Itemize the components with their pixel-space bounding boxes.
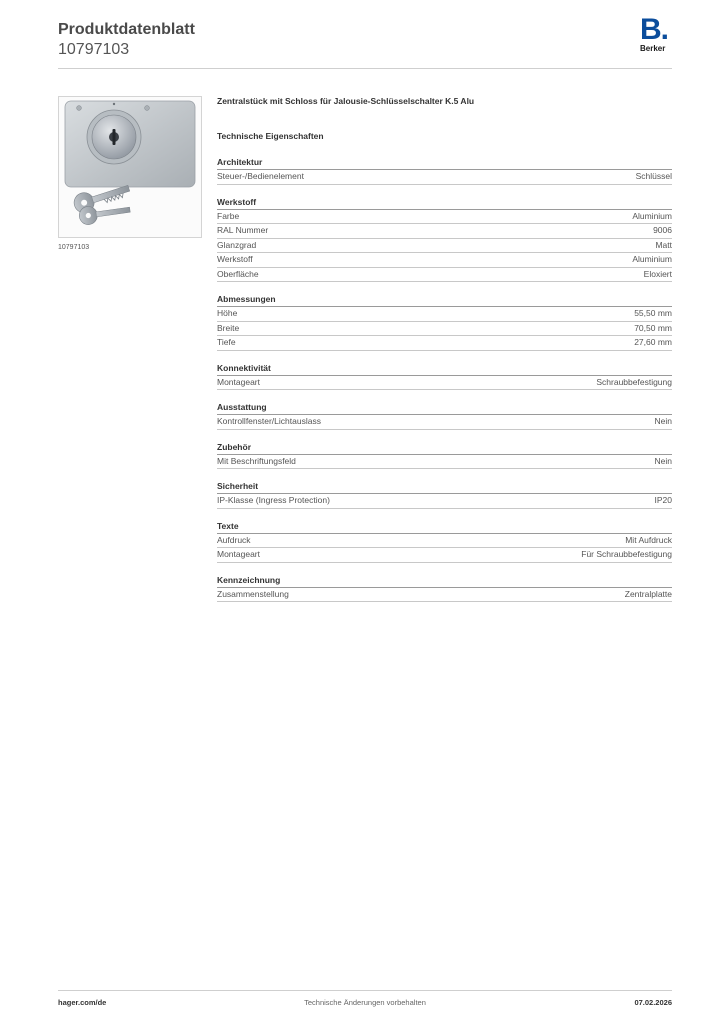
section-title: Sicherheit [217,480,672,494]
product-illustration [59,97,201,237]
spec-section-texte [217,520,672,563]
section-title: Werkstoff [217,196,672,210]
section-title: Ausstattung [217,401,672,415]
section-title: Texte [217,520,672,534]
spec-row [217,376,672,391]
technical-properties-heading: Technische Eigenschaften [217,131,324,141]
spec-section-konnektivitaet [217,362,672,391]
spec-row [217,336,672,351]
spec-value: Aluminium [632,254,672,264]
footer-website-link[interactable]: hager.com/de [58,998,107,1007]
spec-label: Werkstoff [217,254,253,264]
document-title: Produktdatenblatt [58,21,195,38]
spec-label: Montageart [217,549,260,559]
logo-brand: Berker [640,44,666,53]
spec-label: Zusammenstellung [217,588,289,599]
footer-note: Technische Änderungen vorbehalten [304,998,426,1007]
section-title: Zubehör [217,441,672,455]
spec-label: Montageart [217,376,260,387]
article-number: 10797103 [58,41,130,58]
section-title: Architektur [217,156,672,170]
logo-letter: B. [640,13,669,46]
spec-label: IP-Klasse (Ingress Protection) [217,495,330,505]
specification-content [217,95,672,602]
spec-label: Höhe [217,308,238,318]
spec-section-zubehoer [217,441,672,470]
spec-value: Matt [655,239,672,250]
spec-value: 55,50 mm [634,308,672,318]
spec-section-werkstoff [217,196,672,283]
spec-label: Mit Beschriftungsfeld [217,455,296,466]
spec-row [217,322,672,337]
spec-label: RAL Nummer [217,225,269,235]
spec-label: Oberfläche [217,268,259,279]
section-title: Abmessungen [217,293,672,307]
spec-row [217,548,672,563]
spec-row [217,534,672,549]
header-divider [58,68,672,69]
document-header [58,20,195,60]
spec-row [217,253,672,268]
spec-value: 70,50 mm [634,322,672,333]
spec-label: Aufdruck [217,534,251,545]
spec-section-kennzeichnung [217,574,672,603]
spec-label: Tiefe [217,337,236,347]
image-caption: 10797103 [58,244,90,251]
spec-value: Mit Aufdruck [625,534,672,545]
spec-label: Glanzgrad [217,239,257,250]
spec-value: Nein [654,455,672,466]
spec-section-architektur [217,156,672,185]
berker-logo [640,13,674,54]
spec-value: Schraubbefestigung [596,376,672,387]
spec-value: Aluminium [632,210,672,221]
spec-value: 27,60 mm [634,337,672,347]
spec-row [217,224,672,239]
spec-label: Steuer-/Bedienelement [217,171,304,181]
spec-row [217,170,672,185]
section-title: Konnektivität [217,362,672,376]
spec-value: Zentralplatte [624,588,672,599]
footer-divider [58,990,672,991]
spec-value: Nein [654,416,672,426]
spec-section-sicherheit [217,480,672,509]
spec-value: 9006 [653,225,672,235]
spec-label: Kontrollfenster/Lichtauslass [217,416,321,426]
spec-section-abmessungen [217,293,672,351]
section-title: Kennzeichnung [217,574,672,588]
product-name: Zentralstück mit Schloss für Jalousie-Schlüsselschalter K.5 Alu [217,96,475,106]
spec-row [217,268,672,283]
spec-row [217,415,672,430]
spec-row [217,307,672,322]
spec-row [217,588,672,603]
spec-value: Für Schraubbefestigung [581,549,672,559]
footer-date: 07.02.2026 [634,998,672,1007]
spec-label: Breite [217,322,240,333]
product-image [58,96,202,238]
spec-value: IP20 [654,495,672,505]
spec-value: Eloxiert [643,268,672,279]
spec-row [217,494,672,509]
spec-value: Schlüssel [635,171,672,181]
spec-row [217,455,672,470]
spec-section-ausstattung [217,401,672,430]
spec-row [217,210,672,225]
spec-row [217,239,672,254]
spec-label: Farbe [217,210,240,221]
